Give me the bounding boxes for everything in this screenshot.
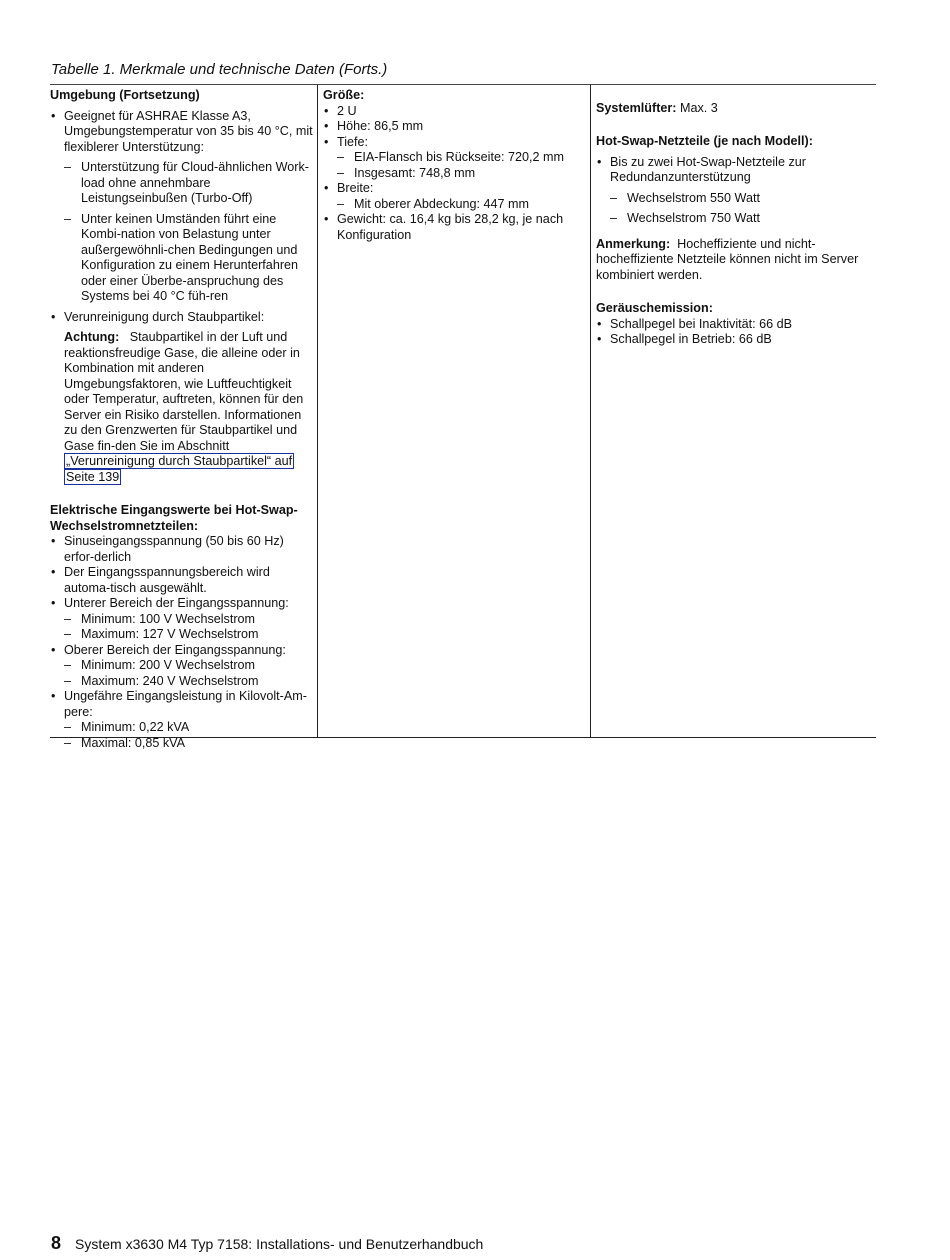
system-fan <box>596 101 872 117</box>
list-item: – Unter keinen Umständen führt eine Kombi-nation von Belastung unter außergewöhnli-chen Bedingungen und Konfiguration zu einem Herunterfahren oder einer Überbe-anspruchung des Systems bei 40 °C füh-ren <box>50 212 313 305</box>
list-item: – Wechselstrom 750 Watt <box>596 211 872 227</box>
note-label: Anmerkung: <box>596 236 671 251</box>
size-heading: Größe: <box>323 88 365 102</box>
psu-list <box>596 155 872 227</box>
document-title: System x3630 M4 Typ 7158: Installations- und Benutzerhandbuch <box>75 1236 484 1252</box>
page-footer <box>51 1233 484 1253</box>
list-item: • Breite: <box>323 181 586 197</box>
list-item: – Minimum: 100 V Wechselstrom <box>50 612 313 628</box>
list-item: • Oberer Bereich der Eingangsspannung: <box>50 643 313 659</box>
list-item: • Ungefähre Eingangsleistung in Kilovolt-Am-pere: <box>50 689 313 720</box>
list-item: • Unterer Bereich der Eingangsspannung: <box>50 596 313 612</box>
page-number: 8 <box>51 1233 62 1253</box>
contamination-link[interactable]: „Verunreinigung durch Staubpartikel“ auf Seite 139 <box>66 454 293 484</box>
fan-label: Systemlüfter: <box>596 100 677 115</box>
list-item: • Sinuseingangsspannung (50 bis 60 Hz) erfor-derlich <box>50 534 313 565</box>
list-item: • 2 U <box>323 104 586 120</box>
list-item: • Höhe: 86,5 mm <box>323 119 586 135</box>
table-caption: Tabelle 1. Merkmale und technische Daten (Forts.) <box>51 61 388 78</box>
electrical-heading: Elektrische Eingangswerte bei Hot-Swap-Wechselstromnetzteilen: <box>50 503 298 533</box>
list-item: • Tiefe: <box>323 135 586 151</box>
electrical-list <box>50 534 313 751</box>
attention-text: Staubpartikel in der Luft und reaktionsfreudige Gase, die alleine oder in Kombination mit anderen Umgebungsfaktoren, wie Luftfeuchtigkeit oder Temperatur, auftreten, können für den Server ein Risiko darstellen. Informationen zu den Grenzwerten für Staubpartikel und Gase fin-den Sie im Abschnitt <box>64 330 304 453</box>
size-column <box>318 85 591 737</box>
psu-heading: Hot-Swap-Netzteile (je nach Modell): <box>596 134 813 149</box>
list-item: – Minimum: 0,22 kVA <box>50 720 313 736</box>
list-item: • Schallpegel bei Inaktivität: 66 dB <box>596 317 872 333</box>
psu-note <box>596 237 872 284</box>
noise-heading: Geräuschemission: <box>596 301 713 316</box>
attention-note <box>50 330 313 485</box>
environment-heading: Umgebung (Fortsetzung) <box>50 88 200 102</box>
list-item: – Maximum: 240 V Wechselstrom <box>50 674 313 690</box>
list-item: • Schallpegel in Betrieb: 66 dB <box>596 332 872 348</box>
attention-label: Achtung: <box>64 330 120 344</box>
list-item: – Maximum: 127 V Wechselstrom <box>50 627 313 643</box>
power-column <box>591 85 876 737</box>
list-item: – Minimum: 200 V Wechselstrom <box>50 658 313 674</box>
list-item: – Mit oberer Abdeckung: 447 mm <box>323 197 586 213</box>
list-item: • Geeignet für ASHRAE Klasse A3, Umgebungstemperatur von 35 bis 40 °C, mit flexiblerer Unterstützung: <box>50 109 313 156</box>
spec-table <box>50 84 876 750</box>
environment-column <box>50 85 318 750</box>
list-item: • Der Eingangsspannungsbereich wird automa-tisch ausgewählt. <box>50 565 313 596</box>
list-item: – Wechselstrom 550 Watt <box>596 191 872 207</box>
list-item: • Bis zu zwei Hot-Swap-Netzteile zur Redundanzunterstützung <box>596 155 872 186</box>
list-item: – EIA-Flansch bis Rückseite: 720,2 mm <box>323 150 586 166</box>
list-item: • Gewicht: ca. 16,4 kg bis 28,2 kg, je nach Konfiguration <box>323 212 586 243</box>
list-item: • Verunreinigung durch Staubpartikel: <box>50 310 313 326</box>
list-item: – Unterstützung für Cloud-ähnlichen Work-load ohne annehmbare Leistungseinbußen (Turbo-Off) <box>50 160 313 207</box>
fan-value: Max. 3 <box>679 100 718 115</box>
size-list <box>323 104 586 244</box>
noise-list <box>596 317 872 348</box>
list-item: – Insgesamt: 748,8 mm <box>323 166 586 182</box>
note-text: Hocheffiziente und nicht-hocheffiziente Netzteile können nicht im Server kombiniert werden. <box>596 236 859 282</box>
environment-list <box>50 109 313 326</box>
list-item: – Maximal: 0,85 kVA <box>50 736 313 752</box>
